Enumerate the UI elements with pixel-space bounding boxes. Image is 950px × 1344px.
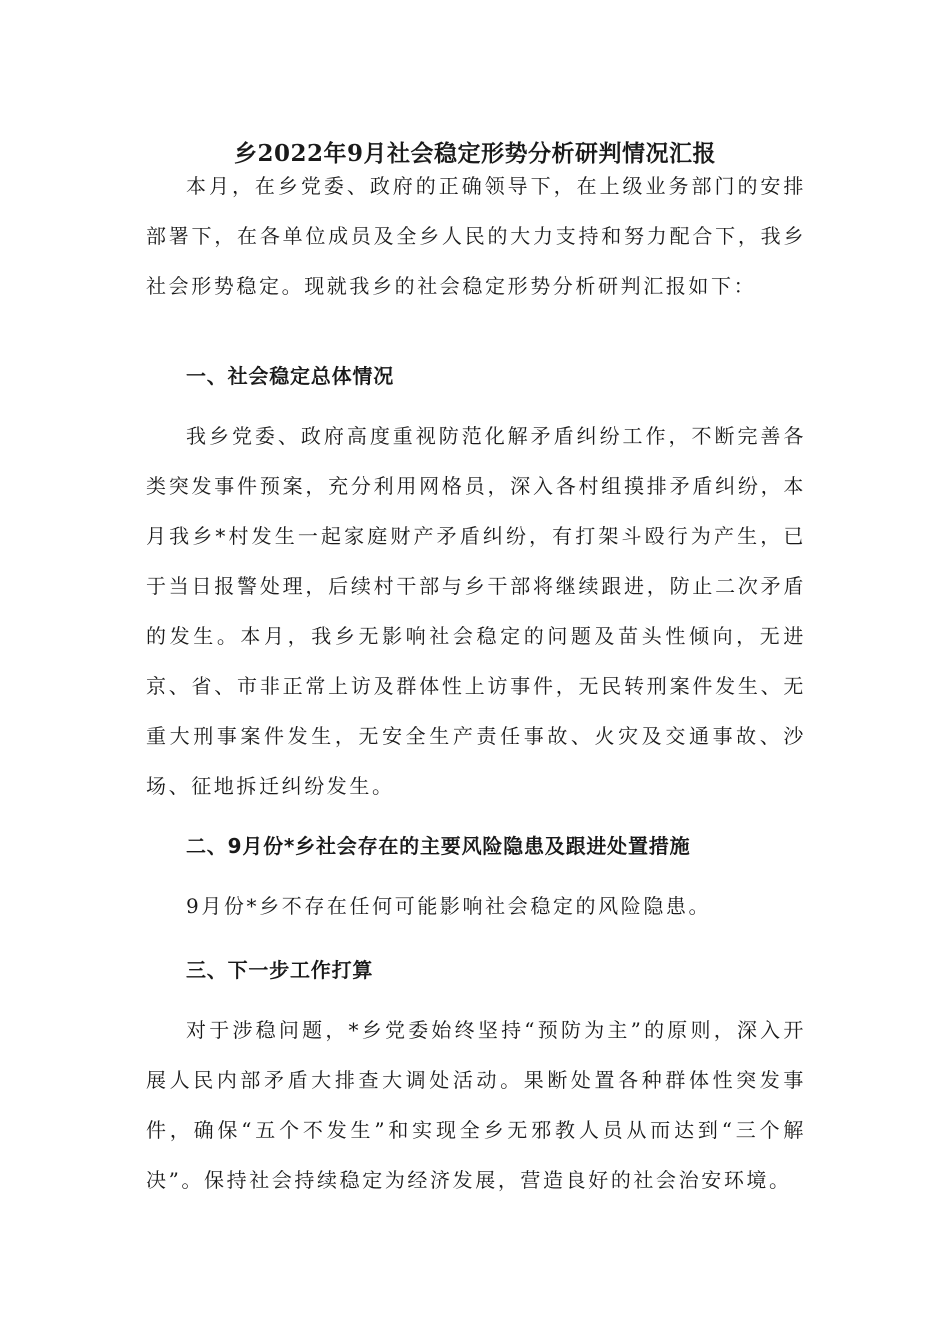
section-body-risks: 9月份*乡不存在任何可能影响社会稳定的风险隐患。 <box>186 894 712 918</box>
section-heading-overall-situation: 一、社会稳定总体情况 <box>186 364 394 388</box>
intro-paragraph: 本月，在乡党委、政府的正确领导下，在上级业务部门的安排部署下，在各单位成员及全乡人民的大力支持和努力配合下，我乡社会形势稳定。现就我乡的社会稳定形势分析研判汇报如下： <box>146 174 806 298</box>
section-heading-risks: 二、9月份*乡社会存在的主要风险隐患及跟进处置措施 <box>186 834 691 858</box>
section-body-next-steps: 对于涉稳问题，*乡党委始终坚持“预防为主”的原则，深入开展人民内部矛盾大排查大调处活动。果断处置各种群体性突发事件，确保“五个不发生”和实现全乡无邪教人员从而达到“三个解决”。保持社会持续稳定为经济发展，营造良好的社会治安环境。 <box>146 1018 806 1192</box>
document-title: 乡2022年9月社会稳定形势分析研判情况汇报 <box>233 140 717 167</box>
section-heading-next-steps: 三、下一步工作打算 <box>186 958 374 982</box>
section-body-overall-situation: 我乡党委、政府高度重视防范化解矛盾纠纷工作，不断完善各类突发事件预案，充分利用网格员，深入各村组摸排矛盾纠纷，本月我乡*村发生一起家庭财产矛盾纠纷，有打架斗殴行为产生，已于当日报警处理，后续村干部与乡干部将继续跟进，防止二次矛盾的发生。本月，我乡无影响社会稳定的问题及苗头性倾向，无进京、省、市非正常上访及群体性上访事件，无民转刑案件发生、无重大刑事案件发生，无安全生产责任事故、火灾及交通事故、沙场、征地拆迁纠纷发生。 <box>146 424 806 798</box>
